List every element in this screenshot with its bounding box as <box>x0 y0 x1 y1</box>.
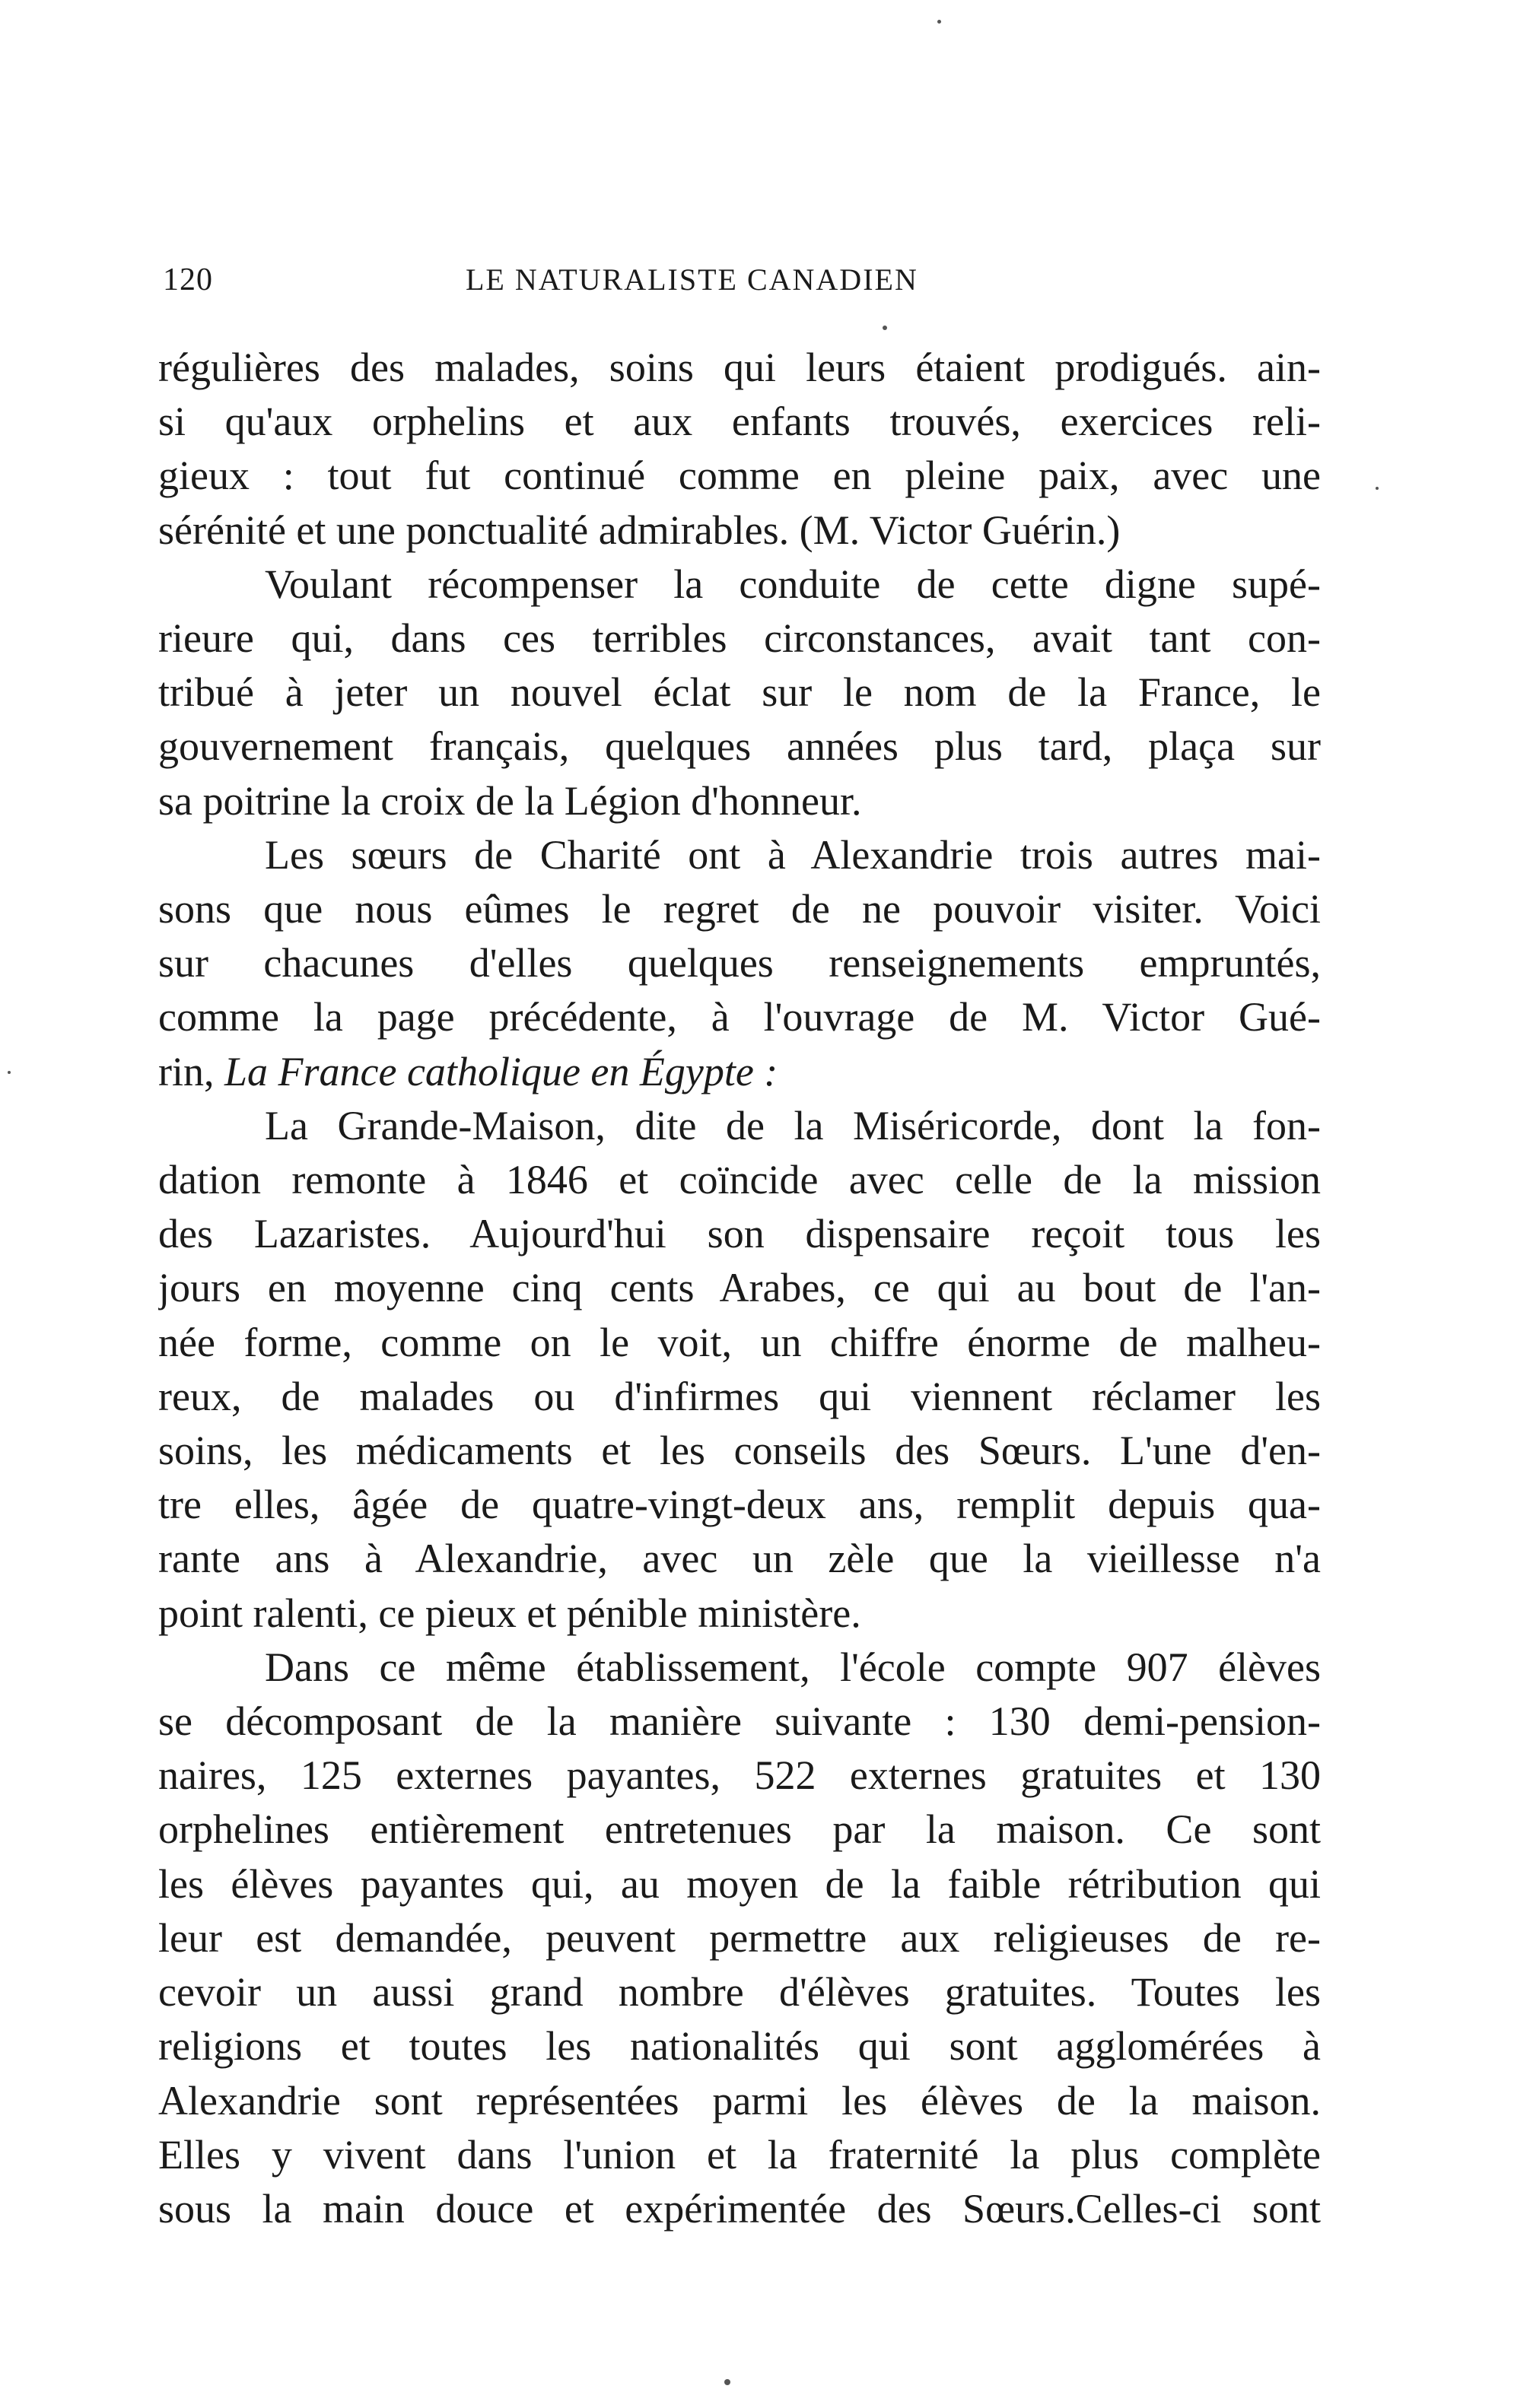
text-line: jours en moyenne cinq cents Arabes, ce qui au bout de l'an- <box>158 1265 1321 1311</box>
paragraph-2 <box>158 558 1321 828</box>
text-line: sa poitrine la croix de la Légion d'honneur. <box>158 777 862 824</box>
text-line: rante ans à Alexandrie, avec un zèle que la vieillesse n'a <box>158 1536 1321 1582</box>
body-text <box>158 341 1321 2236</box>
text-line: tre elles, âgée de quatre-vingt-deux ans, remplit depuis qua- <box>158 1482 1321 1528</box>
text-line: des Lazaristes. Aujourd'hui son dispensaire reçoit tous les <box>158 1211 1321 1257</box>
text-line: comme la page précédente, à l'ouvrage de M. Victor Gué- <box>158 994 1321 1040</box>
text-line: soins, les médicaments et les conseils des Sœurs. L'une d'en- <box>158 1428 1321 1474</box>
text-line: reux, de malades ou d'infirmes qui viennent réclamer les <box>158 1373 1321 1419</box>
text-line: sur chacunes d'elles quelques renseignements empruntés, <box>158 940 1321 986</box>
ink-speck <box>8 1071 11 1074</box>
page-number: 120 <box>163 262 213 297</box>
text-line: cevoir un aussi grand nombre d'élèves gratuites. Toutes les <box>158 1969 1321 2016</box>
text-line: Dans ce même établissement, l'école compte 907 élèves <box>265 1644 1321 1690</box>
text-line: dation remonte à 1846 et coïncide avec celle de la mission <box>158 1157 1321 1203</box>
book-title-reference: La France catholique en Égypte : <box>224 1048 778 1094</box>
text-line: Les sœurs de Charité ont à Alexandrie trois autres mai- <box>265 831 1321 878</box>
text-line-prefix: rin, <box>158 1048 224 1094</box>
paragraph-4 <box>158 1099 1321 1641</box>
ink-speck <box>937 20 941 24</box>
running-header <box>163 262 1327 307</box>
text-line: si qu'aux orphelins et aux enfants trouvés, exercices reli- <box>158 399 1321 445</box>
running-title: LE NATURALISTE CANADIEN <box>466 262 918 297</box>
text-line: Elles y vivent dans l'union et la fraternité la plus complète <box>158 2131 1321 2178</box>
text-line: religions et toutes les nationalités qui sont agglomérées à <box>158 2023 1321 2070</box>
text-line: leur est demandée, peuvent permettre aux religieuses de re- <box>158 1914 1321 1961</box>
text-line: régulières des malades, soins qui leurs étaient prodigués. ain- <box>158 345 1321 390</box>
text-line: rieure qui, dans ces terribles circonstances, avait tant con- <box>158 615 1321 662</box>
text-line: Voulant récompenser la conduite de cette digne supé- <box>265 561 1321 607</box>
paragraph-3 <box>158 828 1321 1099</box>
text-line: sons que nous eûmes le regret de ne pouvoir visiter. Voici <box>158 886 1321 932</box>
ink-speck <box>1376 487 1379 490</box>
text-line: La Grande-Maison, dite de la Miséricorde, dont la fon- <box>265 1102 1321 1148</box>
text-line: sous la main douce et expérimentée des Sœurs.Celles-ci sont <box>158 2185 1321 2232</box>
paragraph-5 <box>158 1641 1321 2236</box>
text-line: se décomposant de la manière suivante : 130 demi-pension- <box>158 1698 1321 1745</box>
text-line: les élèves payantes qui, au moyen de la faible rétribution qui <box>158 1860 1321 1907</box>
paragraph-1 <box>158 341 1321 558</box>
text-line: Alexandrie sont représentées parmi les élèves de la maison. <box>158 2077 1321 2124</box>
text-line: sérénité et une ponctualité admirables. (M. Victor Guérin.) <box>158 507 1121 553</box>
ink-speck <box>883 326 887 330</box>
text-line: naires, 125 externes payantes, 522 externes gratuites et 130 <box>158 1752 1321 1799</box>
text-line: tribué à jeter un nouvel éclat sur le nom de la France, le <box>158 669 1321 716</box>
ink-speck <box>724 2379 730 2385</box>
text-line: gieux : tout fut continué comme en pleine paix, avec une <box>158 453 1321 499</box>
text-line: gouvernement français, quelques années plus tard, plaça sur <box>158 723 1321 770</box>
text-line: orphelines entièrement entretenues par la maison. Ce sont <box>158 1806 1321 1853</box>
text-line: point ralenti, ce pieux et pénible ministère. <box>158 1590 861 1636</box>
text-line <box>158 1045 1321 1099</box>
text-line: née forme, comme on le voit, un chiffre énorme de malheu- <box>158 1319 1321 1365</box>
